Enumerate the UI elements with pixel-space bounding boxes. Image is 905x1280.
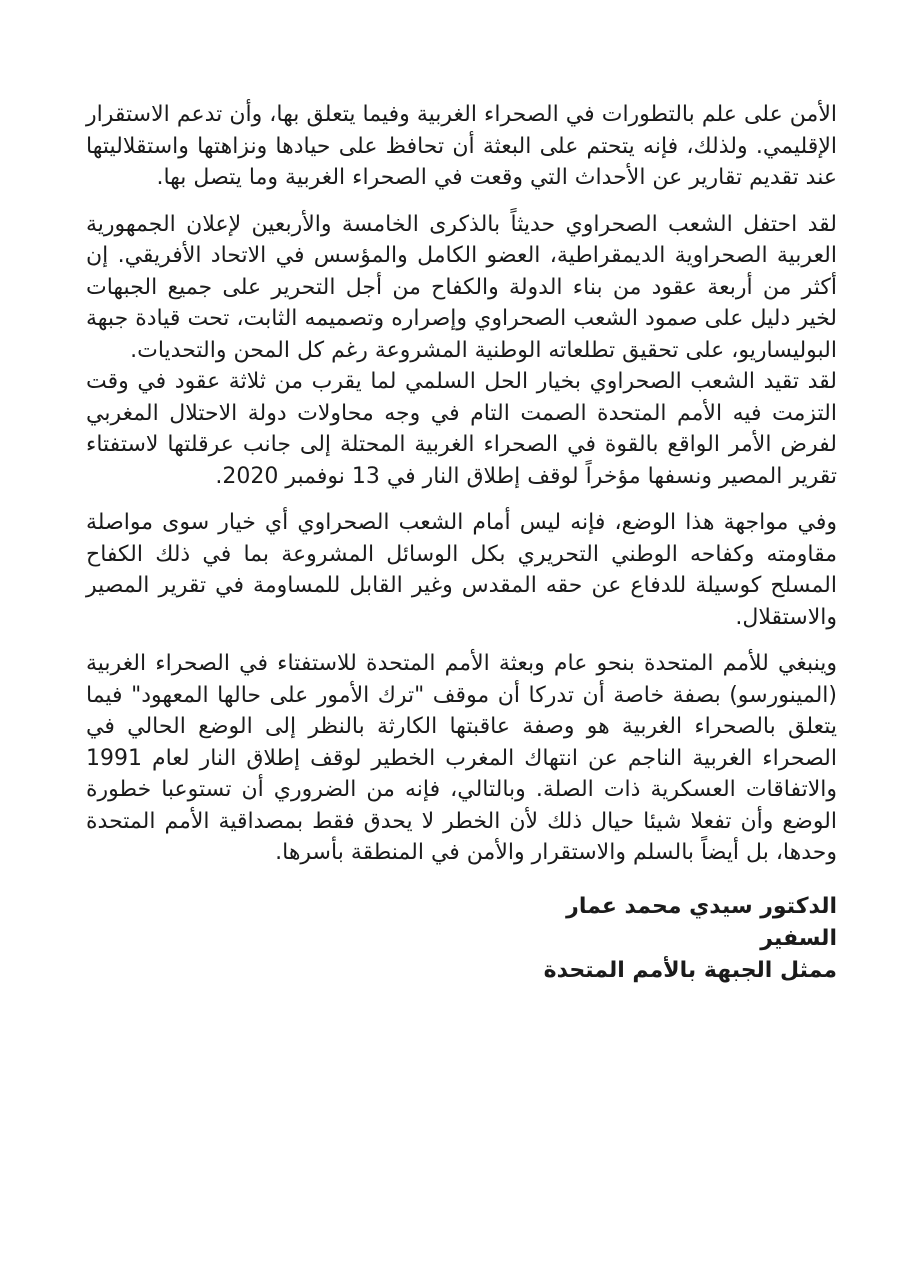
signatory-name: الدكتور سيدي محمد عمار [566, 893, 837, 919]
letter-paragraph: وينبغي للأمم المتحدة بنحو عام وبعثة الأمم المتحدة للاستفتاء في الصحراء الغربية (المينورسو) بصفة خاصة أن تدركا أن موقف "ترك الأمور على حالها المعهود" فيما يتعلق بالصحراء الغربية هو وصفة عاقبتها الكارثة بالنظر إلى الوضع الحالي في الصحراء الغربية الناجم عن انتهاك المغرب الخطير لوقف إطلاق النار لعام 1991 والاتفاقات العسكرية ذات الصلة. وبالتالي، فإنه من الضروري أن تستوعبا خطورة الوضع وأن تفعلا شيئا حيال ذلك لأن الخطر لا يحدق فقط بمصداقية الأمم المتحدة وحدها، بل أيضاً بالسلم والاستقرار والأمن في المنطقة بأسرها. [86, 651, 837, 865]
letter-paragraph: لقد تقيد الشعب الصحراوي بخيار الحل السلمي لما يقرب من ثلاثة عقود في وقت التزمت فيه الأمم المتحدة الصمت التام في وجه محاولات دولة الاحتلال المغربي لفرض الأمر الواقع بالقوة في الصحراء الغربية المحتلة إلى جانب عرقلتها لاستفتاء تقرير المصير ونسفها مؤخراً لوقف إطلاق النار في 13 نوفمبر 2020. [86, 369, 837, 489]
letter-paragraph: لقد احتفل الشعب الصحراوي حديثاً بالذكرى الخامسة والأربعين لإعلان الجمهورية العربية الصحراوية الديمقراطية، العضو الكامل والمؤسس في الاتحاد الأفريقي. إن أكثر من أربعة عقود من بناء الدولة والكفاح من أجل التحرير على جميع الجبهات لخير دليل على صمود الشعب الصحراوي وإصراره وتصميمه الثابت، تحت قيادة جبهة البوليساريو، على تحقيق تطلعاته الوطنية المشروعة رغم كل المحن والتحديات. [86, 211, 837, 363]
paragraph-group [86, 209, 837, 493]
letter-paragraph: الأمن على علم بالتطورات في الصحراء الغربية وفيما يتعلق بها، وأن تدعم الاستقرار الإقليمي. ولذلك، فإنه يتحتم على البعثة أن تحافظ على حيادها ونزاهتها واستقلاليتها عند تقديم تقارير عن الأحداث التي وقعت في الصحراء الغربية وما يتصل بها. [86, 102, 837, 190]
signatory-role: ممثل الجبهة بالأمم المتحدة [543, 957, 837, 983]
letter-paragraph: وفي مواجهة هذا الوضع، فإنه ليس أمام الشعب الصحراوي أي خيار سوى مواصلة مقاومته وكفاحه الوطني التحريري بكل الوسائل المشروعة بما في ذلك الكفاح المسلح كوسيلة للدفاع عن حقه المقدس وغير القابل للمساومة في تقرير المصير والاستقلال. [86, 510, 837, 630]
signature-block [86, 891, 837, 987]
signatory-title: السفير [760, 925, 837, 951]
